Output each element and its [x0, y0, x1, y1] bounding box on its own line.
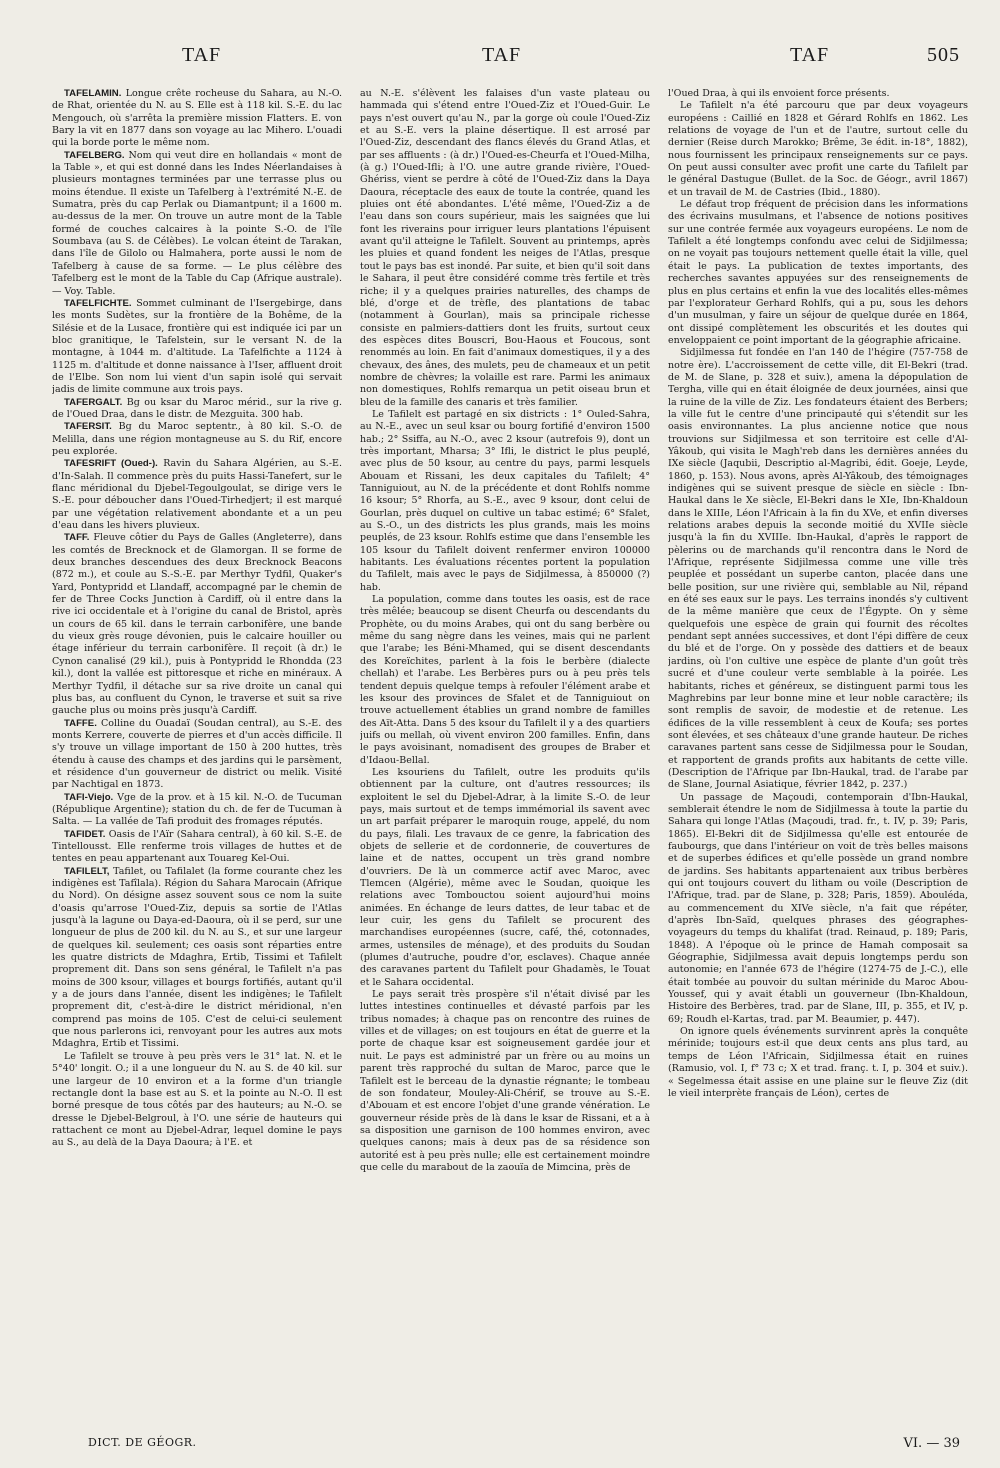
- entry-text: Un passage de Maçoudi, contemporain d'Ibn-Haukal, semblerait étendre le nom de Sidjilmessa à toute la partie du Sahara qui longe l'Atlas (Maçoudi, trad. fr., t. IV, p. 39; Paris, 1865). El-Bekri dit de Sidjilmessa qu'elle est entourée de faubourgs, que dans l'intérieur on voit de très belles maisons et de superbes édifices et qu'elle possède un grand nombre de jardins. Ses habitants appartenaient aux tribus berbères qui ont toujours couvert du litham ou voile (Description de l'Afrique, trad. par de Slane, p. 328; Paris, 1859). Abouléda, au commencement du XIVe siècle, n'a fait que répéter, d'après Ibn-Saïd, quelques phrases des géographes-voyageurs du temps du khalifat (trad. Reinaud, p. 189; Paris, 1848). A l'époque où le prince de Hamah composait sa Géographie, Sidjilmessa avait depuis longtemps perdu son autonomie; en l'année 673 de l'hégire (1274-75 de J.-C.), elle était tombée au pouvoir du sultan mérinide du Maroc Abou-Youssef, qui y avait établi un gouverneur (Ibn-Khaldoun, Histoire des Berbères, trad. par de Slane, III, p. 355, et IV, p. 69; Roudh el-Kartas, trad. par M. Beaumier, p. 447).: [668, 791, 968, 1025]
- text-columns: [52, 88, 968, 1368]
- entry-text: Ravin du Sahara Algérien, au S.-E. d'In-Salah. Il commence près du puits Hassi-Tanefert, sur le flanc méridional du Djebel-Tegoulgoulat, se dirige vers le S.-E. pour déboucher dans l'Oued-Tirhedjert; il est marqué par une végétation relativement abondante et a un peu d'eau dans les hivers pluvieux.: [52, 458, 342, 532]
- entry-text: Le défaut trop fréquent de précision dans les informations des écrivains musulmans, et l'absence de notions positives sur une contrée fermée aux voyageurs européens. Le nom de Tafilelt a été longtemps confondu avec celui de Sidjilmessa; on ne voyait pas toujours nettement quelle était la ville, quel était le pays. La publication de textes importants, des recherches savantes appuyées sur des renseignements de plus en plus certains et enfin la vue des localités elles-mêmes par l'explorateur Gerhard Rohlfs, qui a pu, sous les dehors d'un musulman, y faire un séjour de quelque durée en 1864, ont dissipé complètement les obscurités et les doutes qui enveloppaient ce point important de la géographie africaine.: [668, 199, 968, 346]
- header-right: TAF: [790, 44, 830, 66]
- entry-text: l'Oued Draa, à qui ils envoient force présents.: [668, 88, 890, 99]
- entry-paragraph: [668, 88, 968, 100]
- entry-text: Bg ou ksar du Maroc mérid., sur la rive g. de l'Oued Draa, dans le distr. de Mezguita. 300 hab.: [52, 396, 342, 420]
- entry-text: Sidjilmessa fut fondée en l'an 140 de l'hégire (757-758 de notre ère). L'accroissement de cette ville, dit El-Bekri (trad. de M. de Slane, p. 328 et suiv.), amena la dépopulation de Tergha, ville qui en était éloignée de deux journées, ainsi que la ruine de la ville de Ziz. Les fondateurs étaient des Berbers; la ville fut le centre d'une principauté qui s'étendit sur les oasis environnantes. La plus ancienne notice que nous trouvions sur Sidjilmessa et son territoire est celle d'Al-Yâkoub, qui visita le Magh'reb dans les dernières années du IXe siècle (Jaqubii, Descriptio al-Magribi, édit. Goeje, Leyde, 1860, p. 153). Nous avons, après Al-Yâkoub, des témoignages indigènes qui se suivent presque de siècle en siècle : Ibn-Haukal dans le Xe siècle, El-Bekri dans le XIe, Ibn-Khaldoun dans le XIIIe, Léon l'Africain à la fin du XVe, et enfin diverses relations arabes depuis la seconde moitié du XVIIe siècle jusqu'à la fin du XVIIIe. Ibn-Haukal, d'après le rapport de pèlerins ou de marchands qu'il rencontra dans le Nord de l'Afrique, représente Sidjilmessa comme une ville très peuplée et possédant un superbe canton, placée dans une belle position, sur une rivière qui, semblable au Nil, répand en été ses eaux sur le pays. Les terrains inondés s'y cultivent de la même manière que ceux de l'Égypte. On y sème quelquefois une espèce de grain qui fournit des récoltes pendant sept années successives, et dont l'épi diffère de ceux du blé et de l'orge. On y possède des dattiers et de beaux jardins, où l'on cultive une espèce de plante d'un goût très sucré et d'une couleur verte semblable à la poirée. Les habitants, riches et généreux, se distinguent parmi tous les Maghrebins par leur bonne mine et leur noble caractère; ils sont remplis de savoir, de modestie et de retenue. Les édifices de la ville ressemblent à ceux de Koufa; ses portes sont élevées, et ses châteaux d'une grande hauteur. De riches caravanes partent sans cesse de Sidjilmessa pour le Soudan, et rapportent de grands profits aux habitants de cette ville. (Description de l'Afrique par Ibn-Haukal, trad. de l'arabe par de Slane, Journal Asiatique, février 1842, p. 237.): [668, 347, 968, 791]
- entry-text: Nom qui veut dire en hollandais « mont de la Table », et qui est donné dans les Indes Néerlandaises à plusieurs montagnes terminées par une terrasse plus ou moins étendue. Il existe un Tafelberg à l'extrémité N.-E. de Sumatra, près du cap Perlak ou Diamantpunt; il a 1600 m. au-dessus de la mer. On trouve un autre mont de la Table formé de couches calcaires à la pointe S.-O. de l'île Soumbava (au S. de Célèbes). Le volcan éteint de Tarakan, dans l'île de Gilolo ou Halmahera, porte aussi le nom de Tafelberg à cause de sa forme. — Le plus célèbre des Tafelberg est le mont de la Table du Cap (Afrique australe). — Voy. Table.: [52, 149, 342, 297]
- entry-paragraph: [360, 409, 650, 594]
- running-header: [52, 44, 960, 70]
- entry-paragraph: [360, 594, 650, 767]
- entry-text: Le pays serait très prospère s'il n'était divisé par les luttes intestines continuelles et dévasté parfois par les tribus nomades; à chaque pas on rencontre des ruines de villes et de villages; on est toujours en état de guerre et la porte de chaque ksar est soigneusement gardée jour et nuit. Le pays est administré par un frère ou au moins un parent très rapproché du sultan de Maroc, parce que le Tafilelt est le berceau de la dynastie régnante; le tombeau de son fondateur, Mouley-Ali-Chérif, se trouve au S.-E. d'Abouam et est encore l'objet d'une grande vénération. Le gouverneur réside près de là dans le ksar de Rissani, et a à sa disposition une garnison de 100 hommes environ, avec quelques canons; mais à deux pas de sa résidence son autorité est à peu près nulle; elle est certainement moindre que celle du marabout de la zaouïa de Mimcina, près de: [360, 989, 650, 1173]
- dictionary-entry: [52, 421, 342, 458]
- entry-text: Longue crête rocheuse du Sahara, au N.-O. de Rhat, orientée du N. au S. Elle est à 118 kil. S.-E. du lac Mengouch, où s'arrêta la première mission Flatters. E. von Bary la vit en 1877 dans son voyage au lac Mihero. L'ouadi qui la borde porte le même nom.: [52, 88, 342, 149]
- entry-headword: TAFFE.: [64, 717, 97, 729]
- entry-text: Le Tafilelt n'a été parcouru que par deux voyageurs européens : Caillié en 1828 et Gérard Rohlfs en 1862. Les relations de voyage de l'un et de l'autre, surtout celle du dernier (Reise durch Marokko; Brême, 3e édit. in-18°, 1882), nous fournissent les principaux renseignements sur ce pays. On peut aussi consulter avec profit une carte du Tafilelt par le général Dastugue (Bullet. de la Soc. de Géogr., avril 1867) et un travail de M. de Castries (Ibid., 1880).: [668, 100, 968, 198]
- footer-left: DICT. DE GÉOGR.: [88, 1436, 197, 1449]
- dictionary-entry: [52, 150, 342, 298]
- entry-headword: TAFELBERG.: [64, 149, 125, 161]
- entry-text: Sommet culminant de l'Isergebirge, dans les monts Sudètes, sur la frontière de la Bohême, de la Silésie et de la Lusace, frontière qui est indiquée ici par un bloc granitique, le Tafelstein, sur le versant N. de la montagne, à 1044 m. d'altitude. La Tafelfichte a 1124 à 1125 m. d'altitude et donne naissance à l'Iser, affluent droit de l'Elbe. Son nom lui vient d'un sapin isolé qui servait jadis de limite commune aux trois pays.: [52, 297, 342, 396]
- dictionary-entry: [52, 397, 342, 422]
- header-left: TAF: [182, 44, 222, 66]
- entry-text: au N.-E. s'élèvent les falaises d'un vaste plateau ou hammada qui s'étend entre l'Oued-Ziz et l'Oued-Guir. Le pays n'est ouvert qu'au N., par la gorge où coule l'Oued-Ziz et au S.-E. vers la plaine désertique. Il est arrosé par l'Oued-Ziz, descendant des flancs élevés du Grand Atlas, et par ses affluents : (à dr.) l'Oued-es-Cheurfa et l'Oued-Milha, (à g.) l'Oued-Ifli; à l'O. une autre grande rivière, l'Oued-Ghériss, vient se perdre à côté de l'Oued-Ziz dans la Daya Daoura, réceptacle des eaux de toute la contrée, quand les pluies ont été abondantes. L'été même, l'Oued-Ziz a de l'eau dans son cours supérieur, mais les saignées que lui font les riverains pour irriguer leurs plantations l'épuisent avant qu'il atteigne le Tafilelt. Souvent au printemps, après les pluies et quand fondent les neiges de l'Atlas, presque tout le pays bas est inondé. Par suite, et bien qu'il soit dans le Sahara, il peut être considéré comme très fertile et très riche; il y a quelques prairies naturelles, des champs de blé, d'orge et de trèfle, des plantations de tabac (notamment à Gourlan), mais sa principale richesse consiste en palmiers-dattiers dont les fruits, surtout ceux des espèces dites Bouscri, Bou-Haous et Foucous, sont renommés au loin. En fait d'animaux domestiques, il y a des chevaux, des ânes, des mulets, peu de chameaux et un petit nombre de chèvres; la volaille est rare. Parmi les animaux non domestiques, Rohlfs remarqua un petit oiseau brun et bleu de la famille des canaris et très familier.: [360, 88, 650, 408]
- entry-paragraph: [668, 347, 968, 791]
- entry-headword: TAFERSIT.: [64, 421, 112, 433]
- entry-text: Le Tafilelt est partagé en six districts : 1° Ouled-Sahra, au N.-E., avec un seul ksar ou bourg fortifié d'environ 1500 hab.; 2° Ssiffa, au N.-O., avec 2 ksour (autrefois 9), dont un très important, Mharsa; 3° Ifli, le district le plus peuplé, avec plus de 50 ksour, au centre du pays, parmi lesquels Abouam et Rissani, les deux capitales du Tafilelt; 4° Tanniguiout, au N. de la précédente et dont Rohlfs nomme 16 ksour; 5° Rhorfa, au S.-E., avec 9 ksour, dont celui de Gourlan, près duquel on cultive un tabac estimé; 6° Sfalet, au S.-O., un des districts les plus grands, mais les moins peuplés, de 23 ksour. Rohlfs estime que dans l'ensemble les 105 ksour du Tafilelt doivent renfermer environ 100000 habitants. Les évaluations récentes portent la population du Tafilelt, mais avec le pays de Sidjilmessa, à 850000 (?) hab.: [360, 408, 650, 593]
- entry-paragraph: [668, 1026, 968, 1100]
- entry-paragraph: [360, 989, 650, 1174]
- entry-headword: TAFF.: [64, 532, 90, 544]
- dictionary-entry: [52, 829, 342, 866]
- entry-text: Oasis de l'Aïr (Sahara central), à 60 kil. S.-E. de Tintellousst. Elle renferme trois villages de huttes et de tentes en peau appartenant aux Touareg Kel-Oui.: [52, 828, 342, 865]
- entry-text: Fleuve côtier du Pays de Galles (Angleterre), dans les comtés de Brecknock et de Glamorgan. Il se forme de deux branches descendues des deux Brecknock Beacons (872 m.), et coule au S.-S.-E. par Merthyr Tydfil, Quaker's Yard, Pontypridd et Llandaff, accompagné par le chemin de fer de Three Cocks Junction à Cardiff, où il entre dans la rive ici occidentale et à l'origine du canal de Bristol, après un cours de 65 kil. dans le terrain carbonifère, une bande du vieux grès rouge dévonien, puis le calcaire houiller ou étage inférieur du terrain carbonifère. Il reçoit (à dr.) le Cynon canalisé (29 kil.), puis à Pontypridd le Rhondda (23 kil.), dont la vallée est pittoresque et riche en minéraux. A Merthyr Tydfil, il détache sur sa rive droite un canal qui plus bas, au confluent du Cynon, le traverse et suit sa rive gauche plus ou moins près jusqu'à Cardiff.: [52, 532, 342, 717]
- column-1: [52, 88, 342, 1368]
- entry-headword: TAFI-Viejo.: [64, 791, 114, 803]
- entry-text: Vge de la prov. et à 15 kil. N.-O. de Tucuman (République Argentine); station du ch. de fer de Tucuman à Salta. — La vallée de Tafi produit des fromages réputés.: [52, 791, 342, 828]
- entry-paragraph: [52, 1051, 342, 1150]
- page-footer: [52, 1436, 960, 1452]
- entry-text: Bg du Maroc septentr., à 80 kil. S.-O. de Melilla, dans une région montagneuse au S. du Rif, encore peu explorée.: [52, 421, 342, 457]
- entry-paragraph: [360, 767, 650, 989]
- entry-text: La population, comme dans toutes les oasis, est de race très mêlée; beaucoup se disent Cheurfa ou descendants du Prophète, ou du moins Arabes, qui ont du sang berbère ou même du sang nègre dans les veines, mais qui ne parlent que l'arabe; les Béni-Mhamed, qui se disent descendants des Koreïchites, parlent à la fois le berbère (dialecte chellah) et l'arabe. Les Berbères purs ou à peu près tels tendent depuis quelque temps à refouler l'élément arabe et les ksour des provinces de Sfalet et de Tanniguiout on trouve actuellement établies un grand nombre de familles des Aït-Atta. Dans 5 des ksour du Tafilelt il y a des quartiers juifs ou mellah, où vivent environ 200 familles. Enfin, dans le pays avoisinant, nomadisent des groupes de Braber et d'Idaou-Bellal.: [360, 594, 650, 766]
- dictionary-entry: [52, 866, 342, 1051]
- entry-headword: TAFELFICHTE.: [64, 297, 132, 309]
- entry-paragraph: [668, 199, 968, 347]
- page-number: 505: [927, 44, 960, 66]
- entry-paragraph: [668, 792, 968, 1027]
- entry-paragraph: [360, 88, 650, 409]
- entry-headword: TAFILELT,: [64, 865, 110, 877]
- header-center: TAF: [482, 44, 522, 66]
- entry-text: Les ksouriens du Tafilelt, outre les produits qu'ils obtiennent par la culture, ont d'autres ressources; ils exploitent le sel du Djebel-Adrar, à la limite S.-O. de leur pays, mais surtout et de temps immémorial ils savent avec un art parfait préparer le maroquin rouge, appelé, du nom du pays, filali. Les travaux de ce genre, la fabrication des objets de sellerie et de cordonnerie, de couvertures de laine et de nattes, occupent un très grand nombre d'ouvriers. De là un commerce actif avec Maroc, avec Tlemcen (Algérie), même avec le Soudan, quoique les relations avec Tombouctou soient aujourd'hui moins animées. En échange de leurs dattes, de leur tabac et de leur cuir, les gens du Tafilelt se procurent des marchandises européennes (sucre, café, thé, cotonnades, armes, ustensiles de ménage), et des produits du Soudan (plumes d'autruche, poudre d'or, esclaves). Chaque année des caravanes partent du Tafilelt pour Ghadamès, le Touat et le Sahara occidental.: [360, 766, 650, 988]
- dictionary-entry: [52, 298, 342, 397]
- entry-text: On ignore quels événements survinrent après la conquête mérinide; toujours est-il que deux cents ans plus tard, au temps de Léon l'Africain, Sidjilmessa était en ruines (Ramusio, vol. I, f° 73 c; X et trad. franç. t. I, p. 304 et suiv.). « Segelmessa était assise en une plaine sur le fleuve Ziz (dit le vieil interprète français de Léon), certes de: [668, 1026, 968, 1099]
- entry-text: Le Tafilelt se trouve à peu près vers le 31° lat. N. et le 5°40' longit. O.; il a une longueur du N. au S. de 40 kil. sur une largeur de 10 environ et a la forme d'un triangle rectangle dont la base est au S. et la pointe au N.-O. Il est borné presque de tous côtés par des hauteurs; au N.-O. se dresse le Djebel-Belgroul, à l'O. une série de hauteurs qui rattachent ce mont au Djebel-Adrar, lequel domine le pays au S., au delà de la Daya Daoura; à l'E. et: [52, 1050, 342, 1149]
- dictionary-entry: [52, 718, 342, 792]
- entry-paragraph: [668, 100, 968, 199]
- column-2: [360, 88, 650, 1368]
- dictionary-entry: [52, 532, 342, 717]
- entry-headword: TAFESRIFT (Oued-).: [64, 458, 158, 470]
- entry-headword: TAFIDET.: [64, 828, 106, 840]
- column-3: [668, 88, 968, 1368]
- dictionary-entry: [52, 792, 342, 829]
- dictionary-entry: [52, 458, 342, 532]
- footer-right: VI. — 39: [903, 1436, 960, 1451]
- dictionary-entry: [52, 88, 342, 150]
- entry-headword: TAFERGALT.: [64, 396, 123, 408]
- entry-headword: TAFELAMIN.: [64, 88, 122, 99]
- entry-text: Colline du Ouadaï (Soudan central), au S.-E. des monts Kerrere, couverte de pierres et d'un accès difficile. Il s'y trouve un village important de 150 à 200 huttes, très étendu à cause des champs et des jardins qui le parsèment, et résidence d'un gouverneur de district ou melik. Visité par Nachtigal en 1873.: [52, 717, 342, 791]
- entry-text: Tafilet, ou Tafilalet (la forme courante chez les indigènes est Tafîlala). Région du Sahara Marocain (Afrique du Nord). On désigne assez souvent sous ce nom la suite d'oasis qu'arrose l'Oued-Ziz, depuis sa sortie de l'Atlas jusqu'à la lagune ou Daya-ed-Daoura, où il se perd, sur une longueur de plus de 200 kil. du N. au S., et sur une largeur de quelques kil. seulement; ces oasis sont réparties entre les quatre districts de Mdaghra, Ertib, Tissimi et Tafilelt proprement dit. Dans son sens général, le Tafilelt n'a pas moins de 300 ksour, villages et bourgs fortifiés, autant qu'il y a de jours dans l'année, disent les indigènes; le Tafilelt proprement dit, c'est-à-dire le district méridional, n'en comprend pas moins de 105. C'est de celui-ci seulement que nous parlerons ici, renvoyant pour les autres aux mots Mdaghra, Ertib et Tissimi.: [52, 865, 342, 1050]
